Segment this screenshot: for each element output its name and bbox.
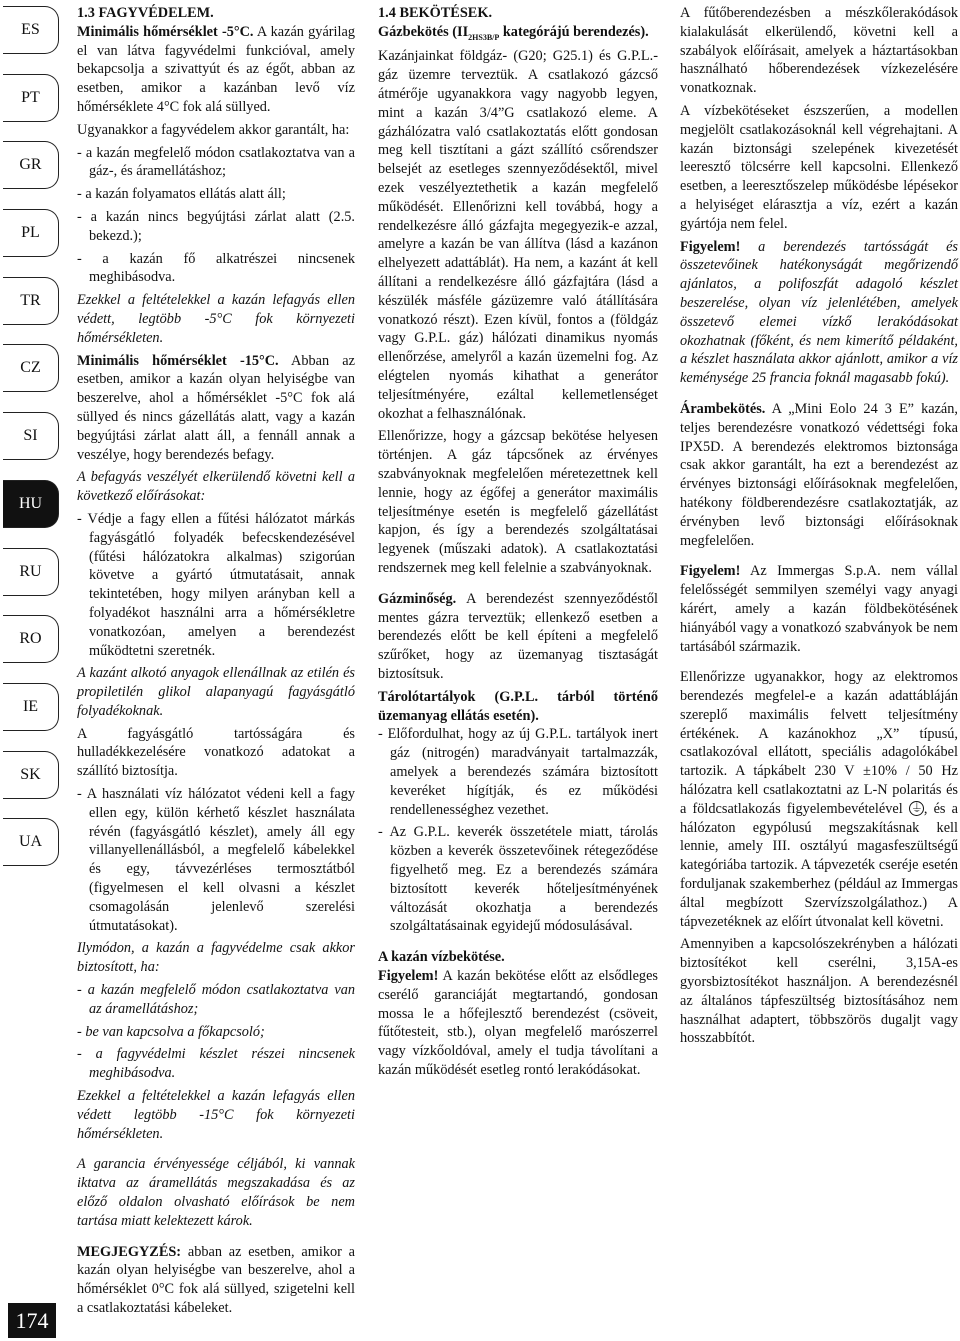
- subheading-water-connection: A kazán vízbekötése.: [378, 949, 505, 966]
- paragraph: A fűtőberendezésben a mészkőlerakódások kialakulását elkerülendő, követni kell a szabályok előírásait, amelyek a háztartásokban használható hőberendezések vízkezelésére vonatkoznak.: [680, 5, 958, 97]
- paragraph: [77, 352, 355, 465]
- lang-tab-pt[interactable]: PT: [3, 74, 59, 122]
- list-item: - Védje a fagy ellen a fűtési hálózatot márkás fagyásgátló folyadék befecskendezésével (fűtési hálózatokra alkalmas) szigorúan követve a gyártó útmutatásait, annak tekintetében, hogy milyen arányban kell a folyadékot használni arra a hőmérsékletre vonatkozóan, amelyen a berendezést működtetni szeretnék.: [77, 510, 355, 659]
- condition-list-4: [77, 981, 355, 1083]
- text: A berendezést szennyeződéstől mentes gázra terveztük; ellenkező esetben a berendezés előtt be kell építeni a megfelelő szűrőket, hogy az üzemanyag tisztaságát biztosítsuk.: [378, 590, 658, 682]
- subheading-min-temp-15: Minimális hőmérséklet -15°C.: [77, 352, 279, 369]
- column-3: [680, 4, 958, 1052]
- paragraph: [378, 967, 658, 1080]
- section-heading-1-3: 1.3 FAGYVÉDELEM.: [77, 5, 214, 21]
- list-item: - A használati víz hálózatot védeni kell a fagy ellen egy, külön kérhető készlet használata révén (fagyásgátló készlet), amely áll egy villanyellenállásból, a megfelelő kábelekkel és egy, távvezérléses termosztátból (figyelmesen el kell olvasni a készlet csomagolásán jelenlevő szerelési útmutatásokat).: [77, 786, 355, 934]
- section-heading-1-4: 1.4 BEKÖTÉSEK.: [378, 5, 493, 21]
- text: A kazán bekötése előtt az elsődleges cserélő garanciáját megtartandó, gondosan mossa le a hőfejlesztő berendezést (csöveit, fűtőtesteit, stb.), olyan megfelelő marószerrel vagy vízkőoldóval, amely el tudja távolítani a kazán működését esetleg rontó lerakódásokat.: [378, 967, 658, 1078]
- lang-tab-ie[interactable]: IE: [3, 683, 59, 731]
- instruction-list-3: [77, 785, 355, 935]
- subheading-gas-quality: Gázminőség.: [378, 590, 457, 607]
- italic-note: A befagyás veszélyét elkerülendő követni kell a következő előírásokat:: [77, 469, 355, 505]
- text: A kazán gyárilag el van látva fagyvédelmi funkcióval, amely bekapcsolja a szivattyút és az égőt, abban az esetben, amikor a kazánban levő víz hőmérséklete 4°C fok alá süllyed.: [77, 23, 355, 115]
- paragraph: [680, 400, 958, 550]
- paragraph: Ugyanakkor a fagyvédelem akkor garantált, ha:: [77, 121, 350, 138]
- condition-list-1: [77, 144, 355, 288]
- paragraph: A vízbekötéseket észszerűen, a modellen megjelölt csatlakozásoknál kell végrehajtani. A kazán biztonsági szelepének kivezetését leeresztő tölcsérre kell kapcsolni. Ellenkező esetben, a leeresztőszelep működésbe lépésekor a helyiséget elárasztja a víz, ezért a kazán gyártója nem felel.: [680, 102, 958, 232]
- language-tabs: [3, 6, 59, 886]
- text: A „Mini Eolo 24 3 E” kazán, teljes berendezésre vonatkozó védettségi foka IPX5D. A berendezés elektromos biztonsága csak akkor garantált, ha ezt a berendezést az érvényes biztonsági előírásoknak megfelelően, hatékony földberendezésre csatlakoztatják, az érvényben levő biztonsági előírásoknak megfelelően.: [680, 400, 958, 549]
- paragraph: [680, 668, 958, 931]
- text: , és a hálózaton egypólusú megszakításnak kell lennie, amely III. osztályú magasfeszültségű kategóriába tartozik. A tápvezeték cseréje esetén forduljanak szakemberhez (például az Immergas által megbízott Szervízszolgálathoz.) A tápvezetéknek az előírt útvonalat kell követni.: [680, 800, 958, 930]
- lang-tab-gr[interactable]: GR: [3, 141, 59, 189]
- list-item: - Előfordulhat, hogy az új G.P.L. tartályok inert gáz (nitrogén) maradványait tartalmazzák, amelyek a berendezés számára biztosított keveréket hígítják, és ez működési rendellenességhez vezethet.: [378, 726, 658, 818]
- note-label: MEGJEGYZÉS:: [77, 1243, 182, 1260]
- column-1: [77, 4, 355, 1322]
- lang-tab-sk[interactable]: SK: [3, 751, 59, 799]
- lang-tab-si[interactable]: SI: [3, 412, 59, 460]
- storage-list: [378, 725, 658, 936]
- text: a berendezés tartósságát és összetevőinek hatékonyságát megőrizendő ajánlatos, a polifoszfát adagoló készlet beszerelése, olyan víz jelenlétében, amelyek összetevő elemei vízkő lerakódásokat okozhatnak (főként, és nem kimerítő példaként, a készlet használata akkor ajánlott, amikor a víz keménysége 25 francia foknál magasabb fokú).: [680, 238, 958, 387]
- lang-tab-ro[interactable]: RO: [3, 615, 59, 663]
- text: abban az esetben, amikor a kazán olyan helyiségbe van beszerelve, ahol a hőmérséklet 0°C fok alá süllyed, szigetelni kell a csatlakoztatási kábeleket.: [77, 1243, 355, 1316]
- column-2: [378, 4, 658, 1084]
- subheading-gas-connection: [378, 23, 658, 48]
- warning-label: Figyelem!: [680, 563, 741, 580]
- text: Gázbekötés (II: [378, 23, 469, 40]
- page-number: 174: [8, 1303, 56, 1338]
- paragraph: [77, 23, 355, 117]
- italic-note: A kazánt alkotó anyagok ellenállnak az etilén és propiletilén glikol alapanyagú fagyásgátló folyadékoknak.: [77, 665, 355, 719]
- italic-note: Ezekkel a feltételekkel a kazán lefagyás ellen védett legtöbb -15°C fok környezeti hőmérsékleten.: [77, 1088, 355, 1142]
- warning-label: Figyelem!: [378, 967, 439, 984]
- paragraph: Kazánjainkat földgáz- (G20; G25.1) és G.P.L.-gáz üzemre terveztük. A csatlakozó gázcső átmérője ugyanakkora vagy nagyobb legyen, mint a kazán 3/4”G csatlakozó eleme. A gázhálózatra való csatlakoztatás előtt gondosan meg kell tisztítani a gázt szállító csőrendszer belsejét az esetleges szennyeződésektől, mivel ezek veszélyeztethetik a kazán megfelelő működését. Ellenőrizni kell továbbá, hogy a rendelkezésre álló gázfajta megegyezik-e azzal, amelyre a kazán be van állítva (lásd a kazánon elhelyezett adattáblát). Ha nem, a kazánt át kell állítani a rendelkezésre álló gázfajtára (lásd a készülék másféle gázüzemre való átállítására vonatkozó részt). Ezen kívül, fontos a (földgáz vagy G.P.L. gáz) hálózati dinamikus nyomás ellenőrzése, amelyről a kazán üzemelni fog. Az elégtelen nyomás kihathat a generátor teljesítményére, ezáltal kellemetlenséget okozhat a felhasználónak.: [378, 48, 658, 422]
- paragraph: [680, 238, 958, 388]
- list-item: - a kazán folyamatos ellátás alatt áll;: [77, 186, 286, 203]
- text: Az Immergas S.p.A. nem vállal felelősségét semmilyen személyi vagy anyagi kárért, amely a kazán földbekötésének hiányából vagy a vonatkozó szabványok be nem tartásából származik.: [680, 563, 958, 655]
- lang-tab-es[interactable]: ES: [3, 6, 59, 54]
- paragraph: A fagyásgátló tartósságára és hulladékkezelésére vonatkozó adatokat a szállító biztosítja.: [77, 725, 355, 780]
- subheading-min-temp-5: Minimális hőmérséklet -5°C.: [77, 23, 254, 40]
- paragraph: [77, 1243, 355, 1318]
- warranty-note: A garancia érvényessége céljából, ki vannak iktatva az áramellátás megszakadása és az előző oldalon olvasható előírások be nem tartása miatt kelektezett károk.: [77, 1156, 355, 1229]
- paragraph: [378, 590, 658, 684]
- lang-tab-pl[interactable]: PL: [3, 209, 59, 257]
- earth-ground-icon: [909, 801, 924, 816]
- paragraph: Ellenőrizze, hogy a gázcsap bekötése helyesen történjen. A gáz tápcsőnek az érvényes szabványoknak megfelelően méretezettnek kell lennie, hogy az égőfej a generátor maximális teljesítménye esetén is megfelelő gázellátást kapjon, és így a berendezés szolgáltatásai legyenek (műszaki adatok). A csatlakoztatási rendszernek meg kell felelnie a szabványoknak.: [378, 428, 658, 576]
- text: Abban az esetben, amikor a kazán olyan helyiségbe van beszerelve, ahol a hőmérséklet -5°C fok alá süllyed és nincs gázellátás alatt, vagy a kazán begyújtási zárlat alatt áll, a fennáll annak a veszélye, hogy berendezés befagy.: [77, 352, 355, 463]
- list-item: - a kazán fő alkatrészei nincsenek meghibásodva.: [77, 250, 355, 286]
- lang-tab-cz[interactable]: CZ: [3, 344, 59, 392]
- paragraph: [680, 562, 958, 656]
- list-item: - a kazán megfelelő módon csatlakoztatva van a gáz-, és áramellátáshoz;: [77, 144, 355, 180]
- paragraph: Amennyiben a kapcsolószekrényben a hálózati biztosítékot kell cserélni, 3,15A-es gyorsbiztosítékot használjon. A berendezésnél az általános tápfeszültség biztosításához nem használhat adaptert, többszörös dugaljt vagy hosszabbítót.: [680, 936, 958, 1047]
- subscript: 2HS3B/P: [468, 32, 500, 42]
- list-item: - a kazán megfelelő módon csatlakoztatva van az áramellátáshoz;: [77, 982, 355, 1017]
- lang-tab-hu[interactable]: HU: [3, 480, 59, 528]
- subheading-storage-tanks: Tárolótartályok (G.P.L. tárból történő üzemanyag ellátás esetén).: [378, 688, 658, 724]
- instruction-list-2: [77, 510, 355, 660]
- lang-tab-ua[interactable]: UA: [3, 818, 59, 866]
- italic-note: Ilymódon, a kazán a fagyvédelme csak akkor biztosított, ha:: [77, 940, 355, 976]
- list-item: - be van kapcsolva a főkapcsoló;: [77, 1023, 265, 1040]
- list-item: - a kazán nincs begyújtási zárlat alatt (2.5. bekezd.);: [77, 208, 355, 244]
- text: Ellenőrizze ugyanakkor, hogy az elektromos berendezés megfelel-e a kazán adattábláján szereplő maximális felvett teljesítmény értékének. A kazánokhoz „X” típusú, csatlakozóval ellátott, speciális adagolókábel tartozik. A tápkábelt 230 V ±10% / 50 Hz hálózatra kell csatlakoztatni az L-N polaritás és a földcsatlakozás figyelembevételével: [680, 669, 958, 817]
- lang-tab-ru[interactable]: RU: [3, 548, 59, 596]
- italic-note: Ezekkel a feltételekkel a kazán lefagyás ellen védett, legtöbb -5°C fok környezeti hőmérsékleten.: [77, 292, 355, 346]
- text: kategórájú berendezés).: [499, 23, 649, 40]
- list-item: - a fagyvédelmi készlet részei nincsenek meghibásodva.: [77, 1046, 355, 1082]
- subheading-electrical: Árambekötés.: [680, 400, 766, 417]
- list-item: - Az G.P.L. keverék összetétele miatt, tárolás közben a keverék összetevőinek rétegeződése figyelhető meg. Ez a berendezés számára biztosított keverék hőteljesítményének változását okozhatja a berendezés szolgáltatásainak egyidejű módosulásával.: [378, 824, 658, 935]
- warning-label: Figyelem!: [680, 238, 741, 255]
- lang-tab-tr[interactable]: TR: [3, 277, 59, 325]
